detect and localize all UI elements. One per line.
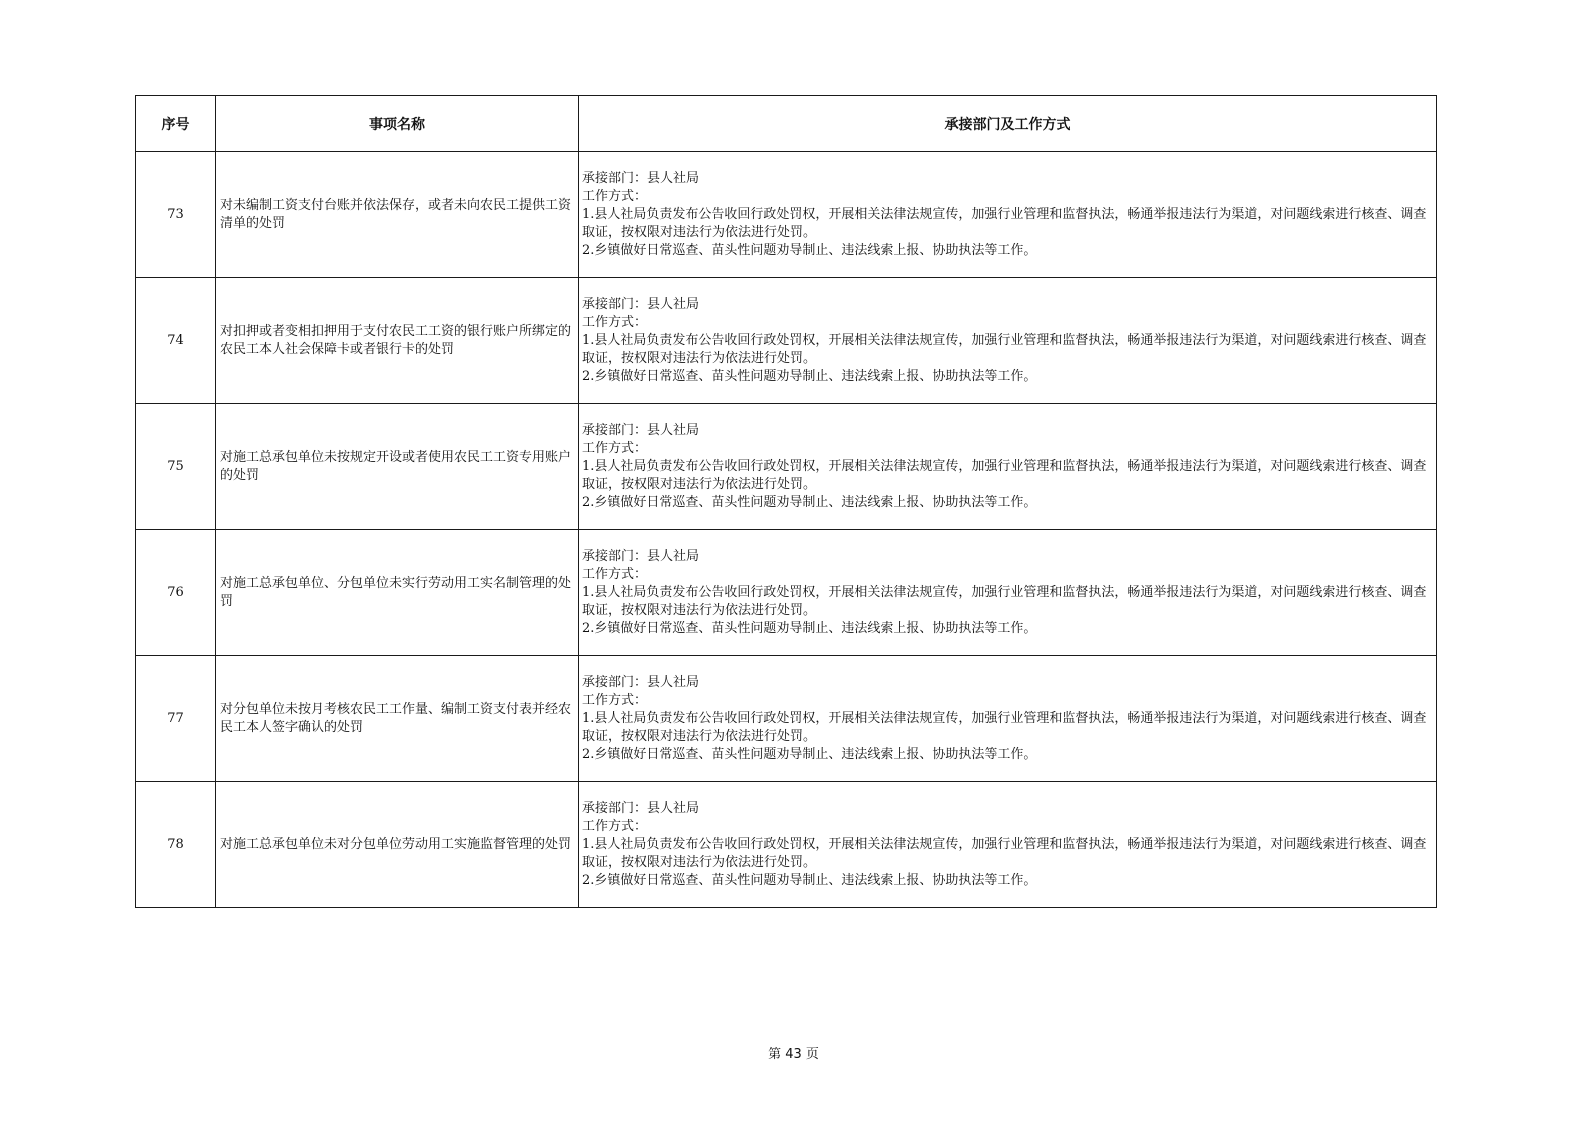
row-name: 对未编制工资支付台账并依法保存，或者未向农民工提供工资清单的处罚 [216,152,579,278]
row-name: 对分包单位未按月考核农民工工作量、编制工资支付表并经农民工本人签字确认的处罚 [216,656,579,782]
row-num: 73 [136,152,216,278]
method-item-2: 2.乡镇做好日常巡查、苗头性问题劝导制止、违法线索上报、协助执法等工作。 [582,368,1037,384]
dept-line: 承接部门：县人社局 [582,170,700,186]
method-title: 工作方式： [582,692,648,708]
table-row [136,656,1437,782]
method-item-1: 1.县人社局负责发布公告收回行政处罚权，开展相关法律法规宣传，加强行业管理和监督执法，畅通举报违法行为渠道，对问题线索进行核查、调查取证，按权限对违法行为依法进行处罚。 [582,458,1427,492]
header-dept: 承接部门及工作方式 [579,96,1437,152]
row-dept [579,404,1437,530]
dept-line: 承接部门：县人社局 [582,296,700,312]
table-row [136,782,1437,908]
row-num: 77 [136,656,216,782]
table-row [136,404,1437,530]
method-item-2: 2.乡镇做好日常巡查、苗头性问题劝导制止、违法线索上报、协助执法等工作。 [582,872,1037,888]
method-title: 工作方式： [582,818,648,834]
row-num: 78 [136,782,216,908]
dept-line: 承接部门：县人社局 [582,422,700,438]
row-name: 对扣押或者变相扣押用于支付农民工工资的银行账户所绑定的农民工本人社会保障卡或者银行卡的处罚 [216,278,579,404]
method-item-2: 2.乡镇做好日常巡查、苗头性问题劝导制止、违法线索上报、协助执法等工作。 [582,242,1037,258]
header-num: 序号 [136,96,216,152]
header-name: 事项名称 [216,96,579,152]
table-header-row [136,96,1437,152]
method-item-2: 2.乡镇做好日常巡查、苗头性问题劝导制止、违法线索上报、协助执法等工作。 [582,620,1037,636]
method-item-1: 1.县人社局负责发布公告收回行政处罚权，开展相关法律法规宣传，加强行业管理和监督执法，畅通举报违法行为渠道，对问题线索进行核查、调查取证，按权限对违法行为依法进行处罚。 [582,584,1427,618]
method-item-1: 1.县人社局负责发布公告收回行政处罚权，开展相关法律法规宣传，加强行业管理和监督执法，畅通举报违法行为渠道，对问题线索进行核查、调查取证，按权限对违法行为依法进行处罚。 [582,332,1427,366]
method-title: 工作方式： [582,188,648,204]
method-item-1: 1.县人社局负责发布公告收回行政处罚权，开展相关法律法规宣传，加强行业管理和监督执法，畅通举报违法行为渠道，对问题线索进行核查、调查取证，按权限对违法行为依法进行处罚。 [582,836,1427,870]
method-item-2: 2.乡镇做好日常巡查、苗头性问题劝导制止、违法线索上报、协助执法等工作。 [582,494,1037,510]
method-title: 工作方式： [582,440,648,456]
row-dept [579,656,1437,782]
row-dept [579,782,1437,908]
method-title: 工作方式： [582,314,648,330]
row-num: 76 [136,530,216,656]
method-item-1: 1.县人社局负责发布公告收回行政处罚权，开展相关法律法规宣传，加强行业管理和监督执法，畅通举报违法行为渠道，对问题线索进行核查、调查取证，按权限对违法行为依法进行处罚。 [582,710,1427,744]
table-row [136,152,1437,278]
row-dept [579,530,1437,656]
table-row [136,278,1437,404]
row-num: 75 [136,404,216,530]
row-dept [579,152,1437,278]
page-number: 第 43 页 [768,1047,819,1062]
row-name: 对施工总承包单位、分包单位未实行劳动用工实名制管理的处罚 [216,530,579,656]
task-table [135,95,1437,908]
row-name: 对施工总承包单位未对分包单位劳动用工实施监督管理的处罚 [216,782,579,908]
method-title: 工作方式： [582,566,648,582]
dept-line: 承接部门：县人社局 [582,548,700,564]
row-dept [579,278,1437,404]
row-num: 74 [136,278,216,404]
row-name: 对施工总承包单位未按规定开设或者使用农民工工资专用账户的处罚 [216,404,579,530]
dept-line: 承接部门：县人社局 [582,674,700,690]
method-item-2: 2.乡镇做好日常巡查、苗头性问题劝导制止、违法线索上报、协助执法等工作。 [582,746,1037,762]
table-row [136,530,1437,656]
method-item-1: 1.县人社局负责发布公告收回行政处罚权，开展相关法律法规宣传，加强行业管理和监督执法，畅通举报违法行为渠道，对问题线索进行核查、调查取证，按权限对违法行为依法进行处罚。 [582,206,1427,240]
dept-line: 承接部门：县人社局 [582,800,700,816]
